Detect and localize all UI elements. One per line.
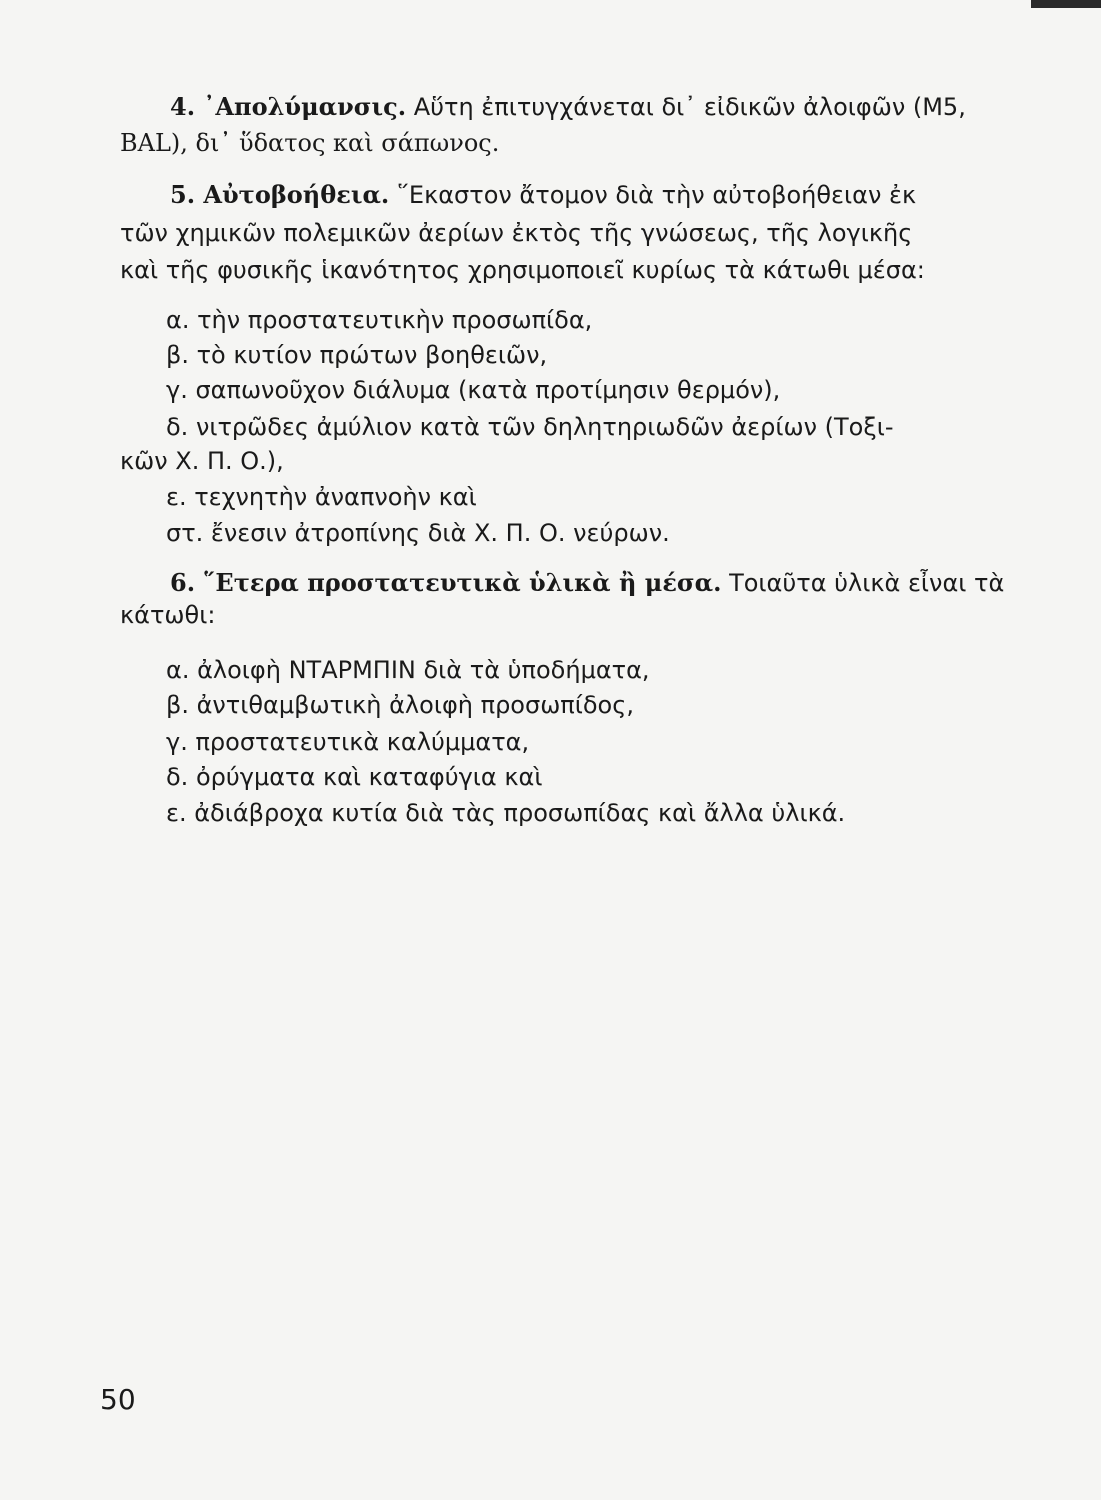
section-6-line-2: κάτωθι: [120, 601, 216, 629]
section-4-line-2: BAL), δι᾿ ὕδατος καὶ σάπωνος. [120, 129, 500, 157]
section-4-line-1 [170, 92, 966, 122]
section-5-heading: 5. Αὐτοβοήθεια. [170, 180, 390, 209]
section-5-item: στ. ἔνεσιν ἀτροπίνης διὰ Χ. Π. Ο. νεύρων. [166, 519, 670, 547]
page-number: 50 [100, 1383, 136, 1416]
section-5-text-1: ῞Εκαστον ἄτομον διὰ τὴν αὐτοβοήθειαν ἐκ [396, 181, 917, 209]
section-4-text-1: Αὕτη ἐπιτυγχάνεται δι᾿ εἰδικῶν ἀλοιφῶν (Μ5, [413, 93, 966, 121]
section-5-item: α. τὴν προστατευτικὴν προσωπίδα, [166, 306, 593, 334]
section-5-item: γ. σαπωνοῦχον διάλυμα (κατὰ προτίμησιν θερμόν), [166, 376, 781, 404]
section-5-line-3: καὶ τῆς φυσικῆς ἱκανότητος χρησιμοποιεῖ κυρίως τὰ κάτωθι μέσα: [120, 256, 925, 284]
section-5-item: ε. τεχνητὴν ἀναπνοὴν καὶ [166, 483, 477, 511]
section-6-line-1 [170, 568, 1004, 598]
section-6-heading: 6. ῞Ετερα προστατευτικὰ ὑλικὰ ἢ μέσα. [170, 568, 722, 597]
section-5-item-continuation: κῶν Χ. Π. Ο.), [120, 447, 284, 475]
section-6-item: ε. ἀδιάβροχα κυτία διὰ τὰς προσωπίδας καὶ ἄλλα ὑλικά. [166, 799, 846, 827]
section-5-item: β. τὸ κυτίον πρώτων βοηθειῶν, [166, 341, 548, 369]
section-5-item: δ. νιτρῶδες ἀμύλιον κατὰ τῶν δηλητηριωδῶν ἀερίων (Τοξι- [166, 413, 894, 441]
scan-edge-mark [1031, 0, 1101, 8]
section-5-line-1 [170, 180, 916, 210]
section-6-item: δ. ὀρύγματα καὶ καταφύγια καὶ [166, 763, 543, 791]
section-6-text-1: Τοιαῦτα ὑλικὰ εἶναι τὰ [729, 569, 1005, 597]
section-5-line-2: τῶν χημικῶν πολεμικῶν ἀερίων ἐκτὸς τῆς γνώσεως, τῆς λογικῆς [120, 219, 913, 247]
section-6-item: α. ἀλοιφὴ ΝΤΑΡΜΠΙΝ διὰ τὰ ὑποδήματα, [166, 656, 650, 684]
section-6-item: β. ἀντιθαμβωτικὴ ἀλοιφὴ προσωπίδος, [166, 691, 634, 719]
section-6-item: γ. προστατευτικὰ καλύμματα, [166, 728, 530, 756]
section-4-heading: 4. ᾿Απολύμανσις. [170, 92, 407, 121]
